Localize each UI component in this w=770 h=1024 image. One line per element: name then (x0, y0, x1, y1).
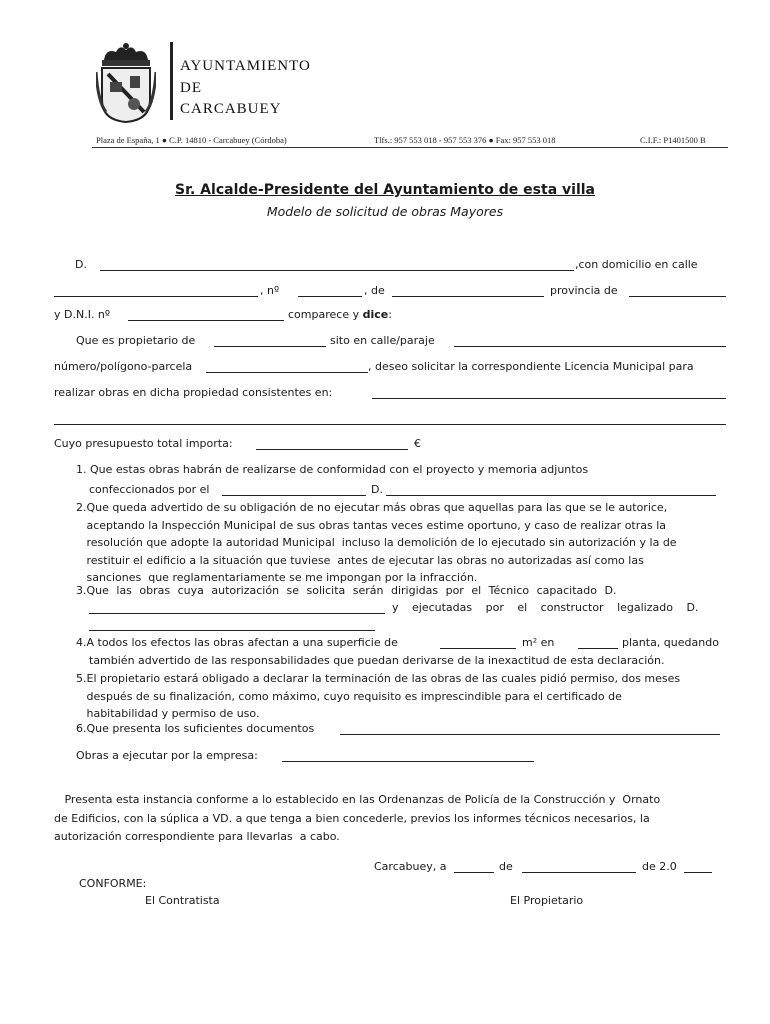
label-sito: sito en calle/paraje (330, 334, 435, 347)
project-d-field[interactable] (386, 495, 716, 496)
label-provincia: provincia de (550, 284, 618, 297)
org-line-1: AYUNTAMIENTO (180, 58, 311, 74)
label-propietario: Que es propietario de (76, 334, 196, 347)
org-line-3: CARCABUEY (180, 101, 282, 117)
dni-field[interactable] (128, 320, 284, 321)
label-comparece: comparece y dice: (288, 308, 392, 321)
item-4-label-surface: 4.A todos los efectos las obras afectan a una superficie de (76, 636, 398, 649)
number-field[interactable] (298, 296, 362, 297)
item-1-line-1: 1. Que estas obras habrán de realizarse de conformidad con el proyecto y memoria adjuntos (76, 463, 589, 476)
month-field[interactable] (522, 872, 636, 873)
works-field[interactable] (372, 398, 726, 399)
floor-field[interactable] (578, 648, 618, 649)
item-1-label-d: D. (371, 483, 383, 496)
street-field[interactable] (54, 296, 258, 297)
label-realizar: realizar obras en dicha propiedad consistentes en: (54, 386, 333, 399)
header-phones: Tlfs.: 957 553 018 - 957 553 376 ● Fax: 957 553 018 (374, 135, 556, 145)
item-1-label-author: confeccionados por el (89, 483, 210, 496)
item-4-line-2: también advertido de las responsabilidades que puedan derivarse de la inexactitud de esta declaración. (89, 654, 665, 667)
header-cif: C.I.F.: P1401500 B (640, 135, 706, 145)
project-author-field[interactable] (222, 495, 366, 496)
label-contratista: El Contratista (145, 894, 220, 907)
item-4-label-planta: planta, quedando (622, 636, 719, 649)
label-presupuesto: Cuyo presupuesto total importa: (54, 437, 233, 450)
name-field[interactable] (100, 270, 574, 271)
item-4-label-m2: m² en (522, 636, 555, 649)
item-6-label: 6.Que presenta los suficientes documentos (76, 722, 315, 735)
day-field[interactable] (454, 872, 494, 873)
label-propietario-firma: El Propietario (510, 894, 584, 907)
label-deseo: , deseo solicitar la correspondiente Licencia Municipal para (368, 360, 694, 373)
header-divider (170, 42, 173, 120)
province-field[interactable] (629, 296, 726, 297)
coat-of-arms-icon (96, 42, 156, 124)
works-field-continued[interactable] (54, 424, 726, 425)
label-de: , de (364, 284, 385, 297)
item-5: 5.El propietario estará obligado a declarar la terminación de las obras de las cuales pidió permiso, dos meses después de su finalización, como máximo, cuyo requisito es imprescindible para el certificado de habitabilidad y permiso de uso. (76, 672, 681, 720)
constructor-field[interactable] (89, 630, 375, 631)
label-conforme: CONFORME: (79, 877, 147, 890)
org-line-2: DE (180, 80, 202, 96)
label-dni: y D.N.I. nº (54, 308, 111, 321)
signature-de: de (499, 860, 513, 873)
header-address: Plaza de España, 1 ● C.P. 14810 - Carcabuey (Córdoba) (96, 135, 287, 145)
location-field[interactable] (454, 346, 726, 347)
closing-paragraph: Presenta esta instancia conforme a lo establecido en las Ordenanzas de Policía de la Construcción y Ornato de Edificios, con la súplica a VD. a que tenga a bien concederle, previos los informes técnicos necesarios, la autorización correspondiente para llevarlas a cabo. (54, 793, 661, 843)
year-field[interactable] (684, 872, 712, 873)
item-3-line-1: 3.Que las obras cuya autorización se solicita serán dirigidas por el Técnico capacitado D. (76, 584, 617, 597)
technician-field[interactable] (89, 613, 385, 614)
label-num: , nº (260, 284, 280, 297)
surface-field[interactable] (440, 648, 516, 649)
page-subtitle: Modelo de solicitud de obras Mayores (266, 204, 504, 219)
town-field[interactable] (392, 296, 544, 297)
item-3-line-2: y ejecutadas por el constructor legalizado D. (392, 601, 699, 614)
documents-field[interactable] (340, 734, 720, 735)
item-2: 2.Que queda advertido de su obligación de no ejecutar más obras que aquellas para las que se le autorice, aceptando la Inspección Municipal de sus obras tantas veces estime oportuno, y caso de realizar otras la resolución que adopte la autoridad Municipal incluso la demolición de lo ejecutado sin autorización y la de restituir el edificio a la situación que tuviese antes de ejecutar las obras no autorizadas así como las sanciones que reglamentariamente se me impongan por la infracción. (76, 501, 677, 584)
euro-sign: € (414, 437, 421, 450)
label-domicilio: ,con domicilio en calle (575, 258, 698, 271)
company-field[interactable] (282, 761, 534, 762)
parcel-field[interactable] (206, 372, 368, 373)
label-parcela: número/polígono-parcela (54, 360, 193, 373)
label-dice: dice (362, 308, 389, 321)
property-field[interactable] (214, 346, 326, 347)
page-title: Sr. Alcalde-Presidente del Ayuntamiento de esta villa (175, 182, 595, 198)
signature-year: de 2.0 (642, 860, 677, 873)
label-empresa: Obras a ejecutar por la empresa: (76, 749, 258, 762)
budget-field[interactable] (256, 449, 408, 450)
label-d: D. (75, 258, 87, 271)
header-rule (92, 147, 728, 148)
signature-place: Carcabuey, a (374, 860, 447, 873)
